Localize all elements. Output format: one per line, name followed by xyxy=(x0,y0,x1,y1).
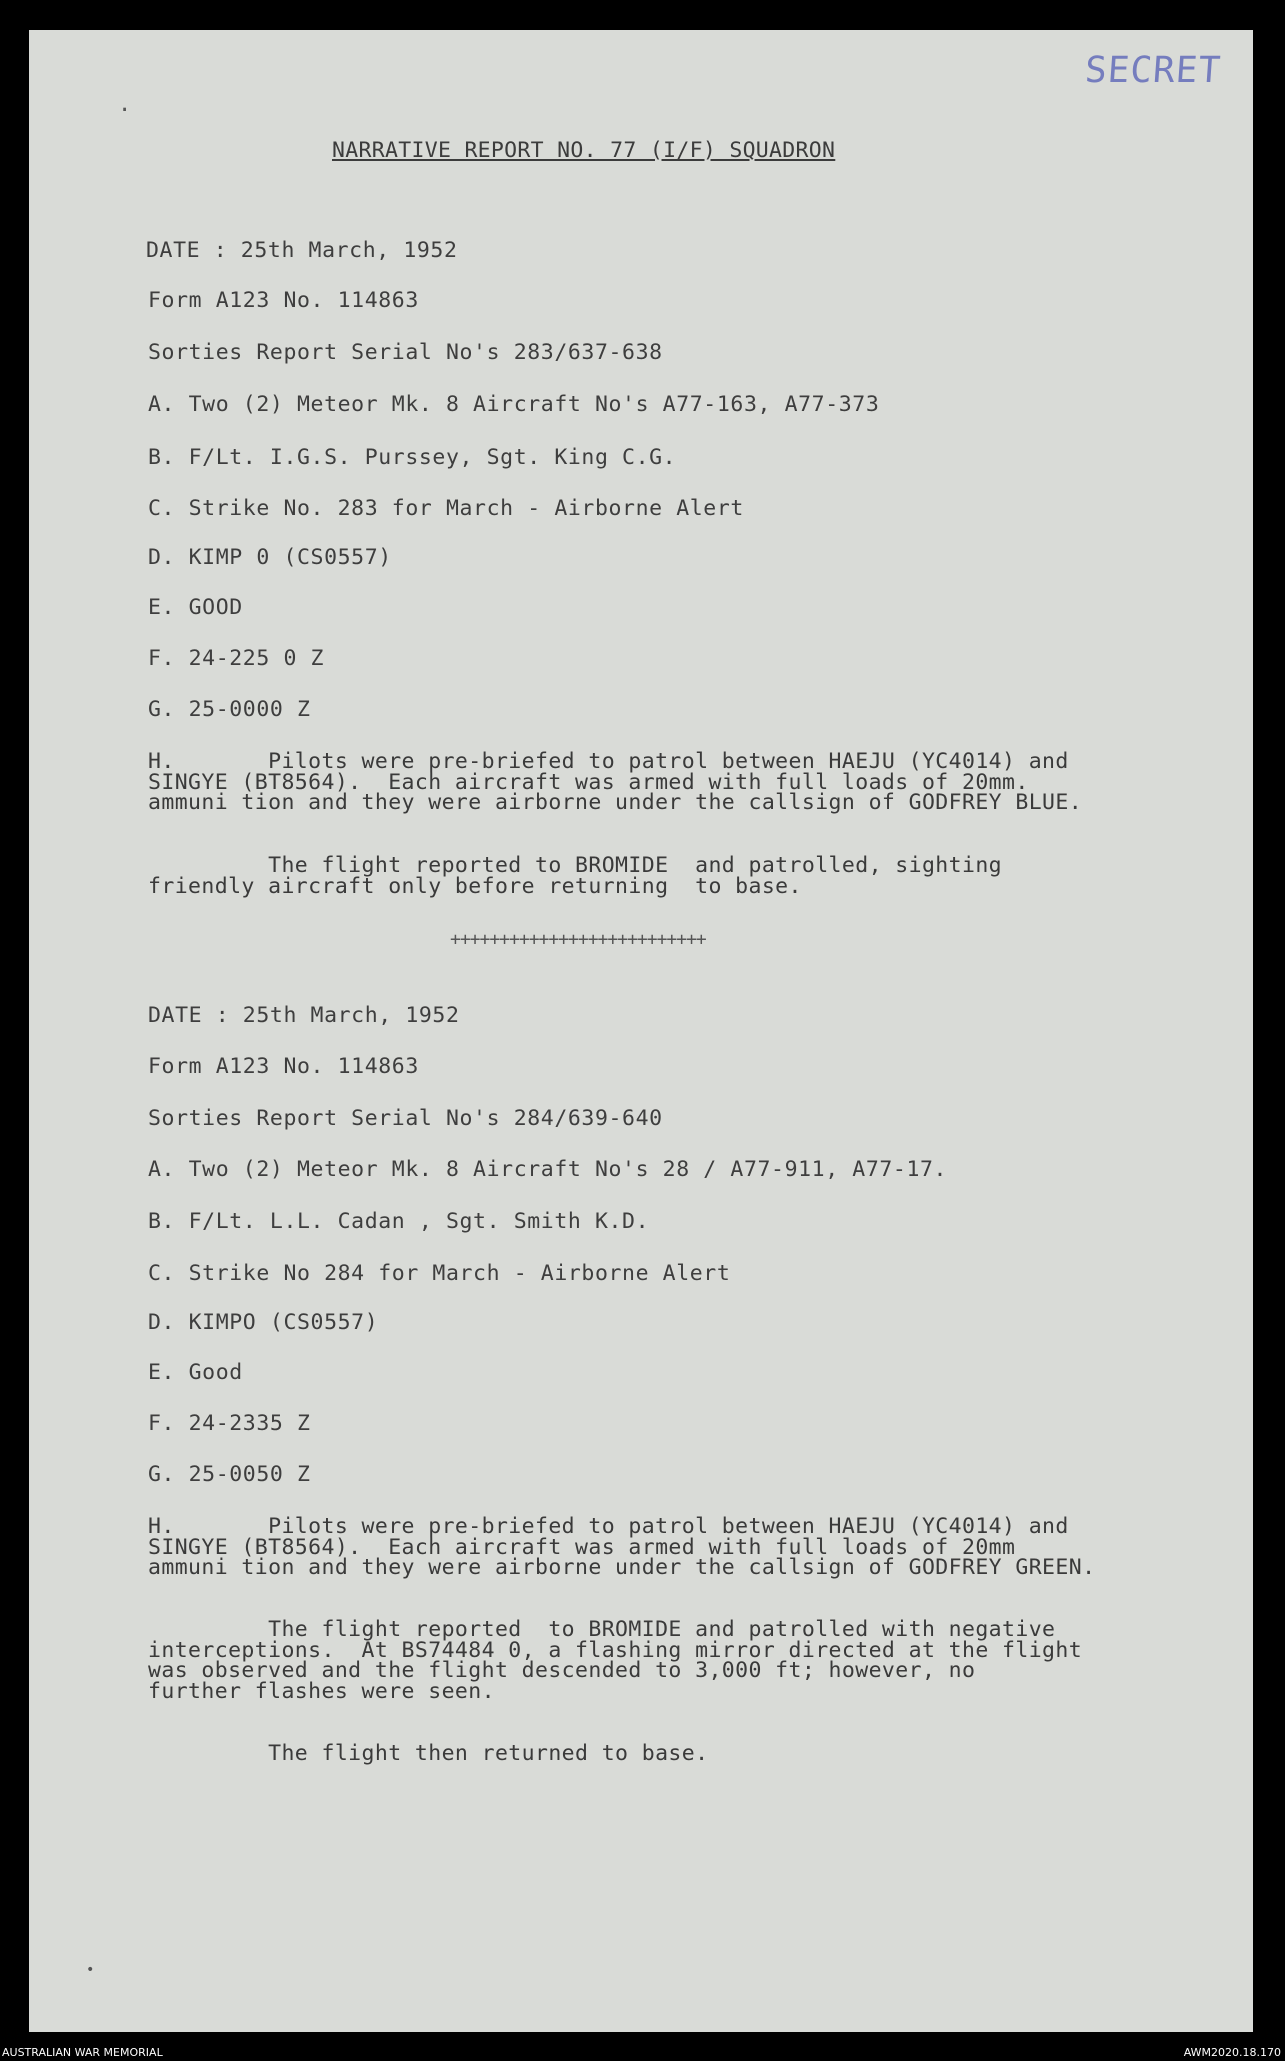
ink-dot: • xyxy=(86,1962,95,1978)
footer-archive-name: AUSTRALIAN WAR MEMORIAL xyxy=(2,2046,163,2059)
report2-item-f: F. 24-2335 Z xyxy=(148,1411,311,1436)
document-page xyxy=(29,30,1253,2032)
footer-reference-number: AWM2020.18.170 xyxy=(1183,2046,1281,2059)
report2-item-b: B. F/Lt. L.L. Cadan , Sgt. Smith K.D. xyxy=(148,1209,650,1234)
report2-item-h-continued: The flight reported to BROMIDE and patrolled with negative interceptions. At BS74484 0, a flashing mirror directed at the flight was observed and the flight descended to 3,000 ft; however, no further flashes were seen. xyxy=(148,1617,1083,1704)
report1-item-a: A. Two (2) Meteor Mk. 8 Aircraft No's A77-163, A77-373 xyxy=(148,392,880,417)
secret-stamp: SECRET xyxy=(1083,50,1223,91)
ink-mark: · xyxy=(118,98,132,123)
report1-item-h: H. Pilots were pre-briefed to patrol between HAEJU (YC4014) and SINGYE (BT8564). Each aircraft was armed with full loads of 20mm. ammuni tion and they were airborne under the callsign of GODFREY BLUE. xyxy=(148,749,1083,815)
report2-item-a: A. Two (2) Meteor Mk. 8 Aircraft No's 28 / A77-911, A77-17. xyxy=(148,1157,948,1182)
section-separator: ++++++++++++++++++++++++++ xyxy=(450,929,706,950)
report2-item-c: C. Strike No 284 for March - Airborne Alert xyxy=(148,1261,731,1286)
report2-date: DATE : 25th March, 1952 xyxy=(148,1003,460,1028)
report2-item-h-closing: The flight then returned to base. xyxy=(148,1741,709,1766)
report1-item-e: E. GOOD xyxy=(148,595,243,620)
report1-form: Form A123 No. 114863 xyxy=(148,288,419,313)
report-title: NARRATIVE REPORT NO. 77 (I/F) SQUADRON xyxy=(332,138,836,163)
report1-item-c: C. Strike No. 283 for March - Airborne Alert xyxy=(148,496,744,521)
report1-item-d: D. KIMP 0 (CS0557) xyxy=(148,545,392,570)
report1-date: DATE : 25th March, 1952 xyxy=(146,238,458,263)
report2-item-g: G. 25-0050 Z xyxy=(148,1462,311,1487)
report2-sorties: Sorties Report Serial No's 284/639-640 xyxy=(148,1106,663,1131)
report1-item-g: G. 25-0000 Z xyxy=(148,697,311,722)
report1-item-b: B. F/Lt. I.G.S. Purssey, Sgt. King C.G. xyxy=(148,445,677,470)
report1-sorties: Sorties Report Serial No's 283/637-638 xyxy=(148,340,663,365)
report2-item-d: D. KIMPO (CS0557) xyxy=(148,1310,379,1335)
report2-item-h: H. Pilots were pre-briefed to patrol between HAEJU (YC4014) and SINGYE (BT8564). Each aircraft was armed with full loads of 20mm ammuni tion and they were airborne under the callsign of GODFREY GREEN. xyxy=(148,1514,1096,1580)
report1-item-h-continued: The flight reported to BROMIDE and patrolled, sighting friendly aircraft only before returning to base. xyxy=(148,853,1003,899)
report1-item-f: F. 24-225 0 Z xyxy=(148,646,325,671)
report2-item-e: E. Good xyxy=(148,1360,243,1385)
report2-form: Form A123 No. 114863 xyxy=(148,1054,419,1079)
